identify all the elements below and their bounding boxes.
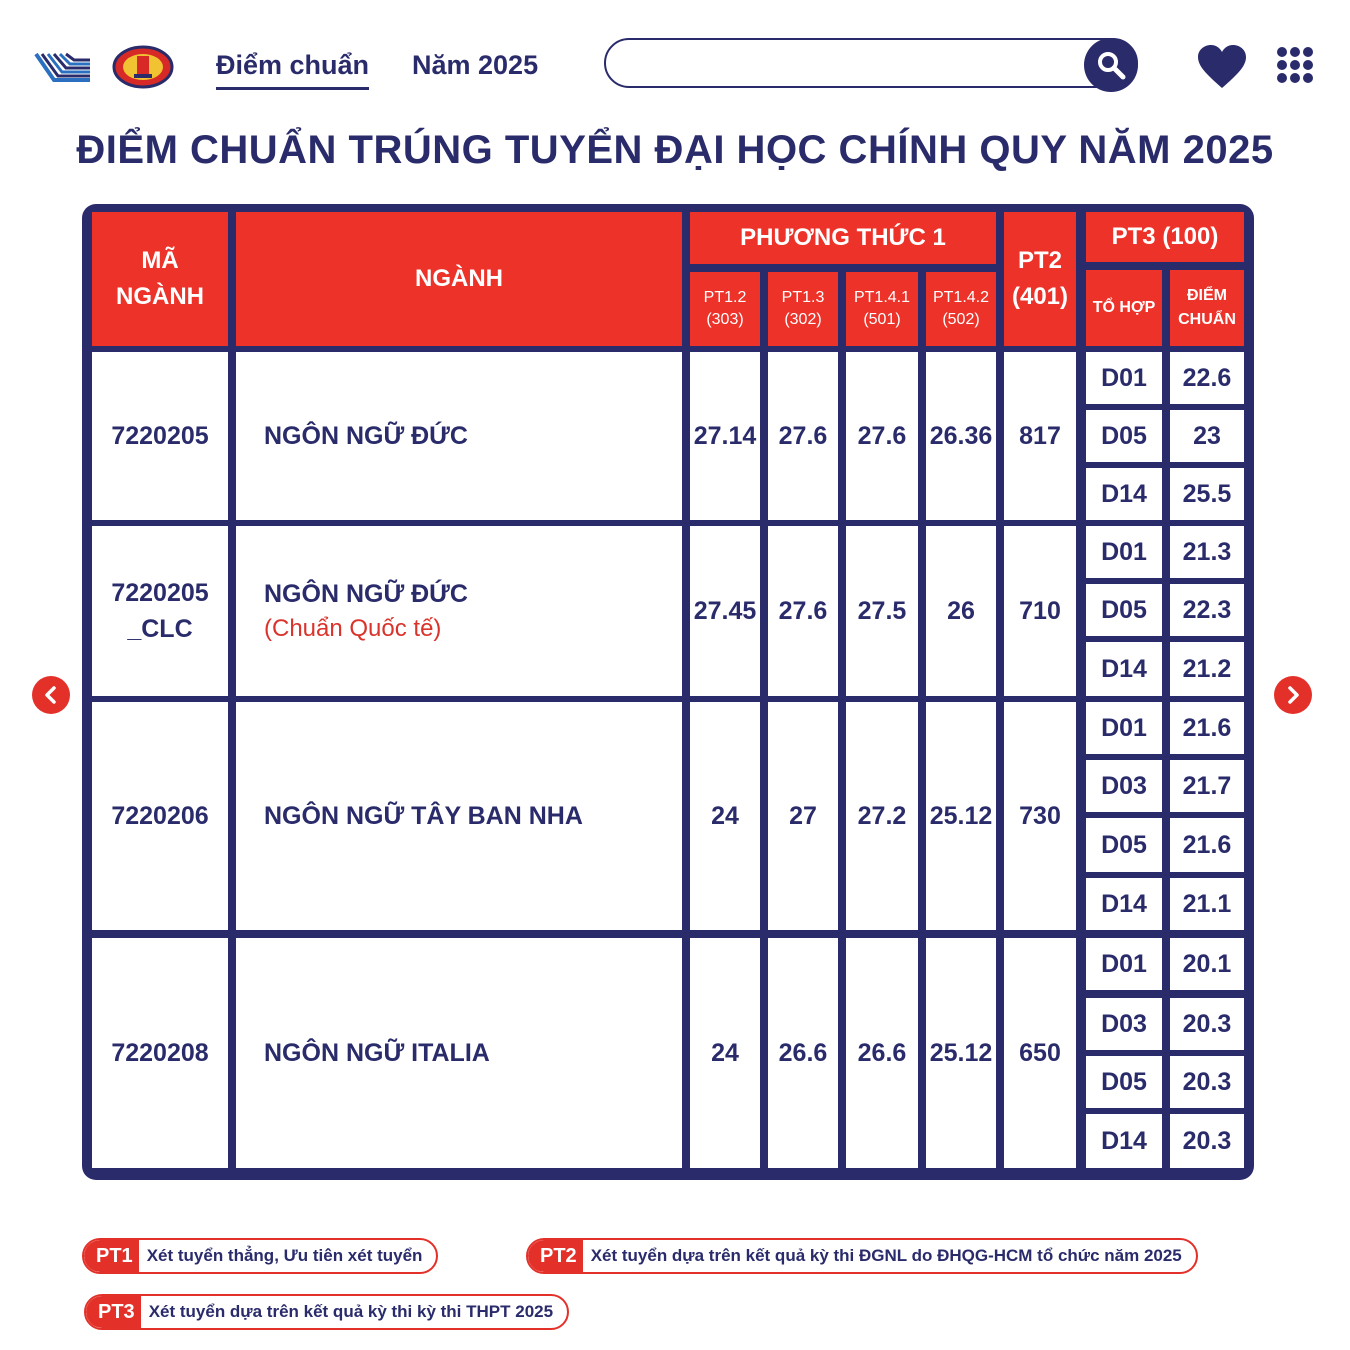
header-diem-chuan	[1170, 270, 1244, 346]
header-pt1-sub	[768, 272, 838, 346]
combo-cell: D14	[1086, 468, 1162, 520]
score-cell: 26.6	[768, 938, 838, 1168]
score-cell: 27.6	[846, 352, 918, 520]
combo-score: 20.1	[1170, 938, 1244, 990]
tab-diem-chuan[interactable]: Điểm chuẩn	[216, 50, 369, 90]
combo-cell: D05	[1086, 584, 1162, 636]
combo-score: 20.3	[1170, 1114, 1244, 1168]
header-sub-code: PT1.3	[781, 289, 825, 306]
header-sub-code: PT1.4.1	[853, 289, 911, 306]
next-slide-button[interactable]	[1274, 676, 1312, 714]
score-cell: 26.6	[846, 938, 918, 1168]
header-sub-num: (502)	[942, 311, 980, 328]
chevron-right-icon	[1284, 686, 1302, 704]
code-text: 7220205	[111, 579, 209, 607]
score-cell: 25.12	[926, 938, 996, 1168]
legend-tag: PT2	[528, 1240, 583, 1272]
combo-cell: D05	[1086, 818, 1162, 872]
header-diem-chuan-line1: ĐIỂM	[1187, 287, 1227, 304]
combo-cell: D03	[1086, 998, 1162, 1050]
chevron-left-icon	[42, 686, 60, 704]
program-name: NGÔN NGỮ ĐỨC	[264, 579, 468, 608]
legend-pt1	[82, 1238, 438, 1274]
combo-score: 21.1	[1170, 878, 1244, 930]
header-sub-num: (501)	[863, 311, 901, 328]
pt2-cell: 650	[1004, 938, 1076, 1168]
book-stripes-logo	[34, 50, 92, 86]
score-table	[82, 204, 1254, 1180]
row2-name	[236, 526, 682, 696]
combo-cell: D05	[1086, 1056, 1162, 1108]
score-cell: 24	[690, 938, 760, 1168]
search-input[interactable]	[626, 48, 1070, 80]
tab-nam-2025[interactable]: Năm 2025	[412, 50, 539, 80]
score-cell: 25.12	[926, 702, 996, 930]
score-cell: 27.6	[768, 352, 838, 520]
prev-slide-button[interactable]	[32, 676, 70, 714]
combo-cell: D01	[1086, 938, 1162, 990]
combo-cell: D05	[1086, 410, 1162, 462]
grid-menu-icon[interactable]	[1276, 46, 1314, 84]
heart-icon[interactable]	[1196, 44, 1248, 90]
row4-name	[236, 938, 682, 1168]
score-cell: 24	[690, 702, 760, 930]
search-icon	[1096, 50, 1126, 80]
score-cell: 26.36	[926, 352, 996, 520]
combo-score: 21.7	[1170, 760, 1244, 812]
program-name: NGÔN NGỮ TÂY BAN NHA	[264, 801, 583, 830]
program-name: NGÔN NGỮ ITALIA	[264, 1038, 490, 1067]
score-cell: 27	[768, 702, 838, 930]
header-pt1-sub	[926, 272, 996, 346]
row3-code	[92, 702, 228, 930]
program-subtitle: (Chuẩn Quốc tế)	[264, 614, 442, 642]
header-sub-num: (302)	[784, 311, 822, 328]
score-cell: 27.6	[768, 526, 838, 696]
pt2-cell: 710	[1004, 526, 1076, 696]
header-pt1: PHƯƠNG THỨC 1	[690, 212, 996, 264]
score-cell: 26	[926, 526, 996, 696]
combo-score: 25.5	[1170, 468, 1244, 520]
combo-score: 22.3	[1170, 584, 1244, 636]
combo-score: 20.3	[1170, 998, 1244, 1050]
row1-name	[236, 352, 682, 520]
legend-tag: PT3	[86, 1296, 141, 1328]
header-ma-nganh-line2: NGÀNH	[116, 283, 204, 310]
header-pt2-line1: PT2	[1017, 247, 1062, 274]
score-cell: 27.5	[846, 526, 918, 696]
header-sub-code: PT1.2	[703, 289, 747, 306]
legend-pt3	[84, 1294, 569, 1330]
row1-code	[92, 352, 228, 520]
code-suffix: _CLC	[127, 615, 193, 643]
header-ma-nganh	[92, 212, 228, 346]
university-emblem-logo	[112, 44, 174, 90]
score-cell: 27.2	[846, 702, 918, 930]
combo-score: 20.3	[1170, 1056, 1244, 1108]
legend-pt2	[526, 1238, 1198, 1274]
header-pt2	[1004, 212, 1076, 346]
page-title: ĐIỂM CHUẨN TRÚNG TUYỂN ĐẠI HỌC CHÍNH QUY NĂM 2025	[76, 128, 1274, 172]
header-sub-code: PT1.4.2	[932, 289, 990, 306]
row4-code	[92, 938, 228, 1168]
combo-cell: D14	[1086, 642, 1162, 696]
legend-tag: PT1	[84, 1240, 139, 1272]
header-pt1-sub	[846, 272, 918, 346]
header-pt3: PT3 (100)	[1086, 212, 1244, 262]
header-ma-nganh-line1: MÃ	[141, 247, 179, 274]
program-name: NGÔN NGỮ ĐỨC	[264, 421, 468, 450]
legend-text: Xét tuyển thẳng, Ưu tiên xét tuyển	[146, 1246, 423, 1265]
header-to-hop-text: TỔ HỢP	[1092, 299, 1156, 316]
score-cell: 27.45	[690, 526, 760, 696]
search-button[interactable]	[1084, 38, 1138, 92]
header-nganh: NGÀNH	[236, 212, 682, 346]
row3-name	[236, 702, 682, 930]
combo-cell: D01	[1086, 352, 1162, 404]
combo-cell: D03	[1086, 760, 1162, 812]
score-cell: 27.14	[690, 352, 760, 520]
combo-score: 21.6	[1170, 702, 1244, 754]
code-text: 7220206	[111, 801, 209, 830]
combo-score: 21.3	[1170, 526, 1244, 578]
header-to-hop	[1086, 270, 1162, 346]
combo-cell: D14	[1086, 878, 1162, 930]
combo-score: 21.2	[1170, 642, 1244, 696]
pt2-cell: 730	[1004, 702, 1076, 930]
combo-score: 21.6	[1170, 818, 1244, 872]
legend-text: Xét tuyển dựa trên kết quả kỳ thi kỳ thi THPT 2025	[148, 1302, 554, 1321]
combo-score: 23	[1170, 410, 1244, 462]
combo-cell: D01	[1086, 526, 1162, 578]
header-pt1-sub	[690, 272, 760, 346]
code-text: 7220208	[111, 1038, 209, 1067]
combo-cell: D14	[1086, 1114, 1162, 1168]
combo-score: 22.6	[1170, 352, 1244, 404]
header-pt2-line2: (401)	[1011, 283, 1069, 310]
header-diem-chuan-line2: CHUẨN	[1178, 311, 1236, 328]
legend-text: Xét tuyển dựa trên kết quả kỳ thi ĐGNL do ĐHQG-HCM tổ chức năm 2025	[590, 1246, 1182, 1265]
pt2-cell: 817	[1004, 352, 1076, 520]
search-bar	[604, 38, 1138, 88]
header-sub-num: (303)	[706, 311, 744, 328]
combo-cell: D01	[1086, 702, 1162, 754]
code-text: 7220205	[111, 421, 209, 450]
row2-code	[92, 526, 228, 696]
